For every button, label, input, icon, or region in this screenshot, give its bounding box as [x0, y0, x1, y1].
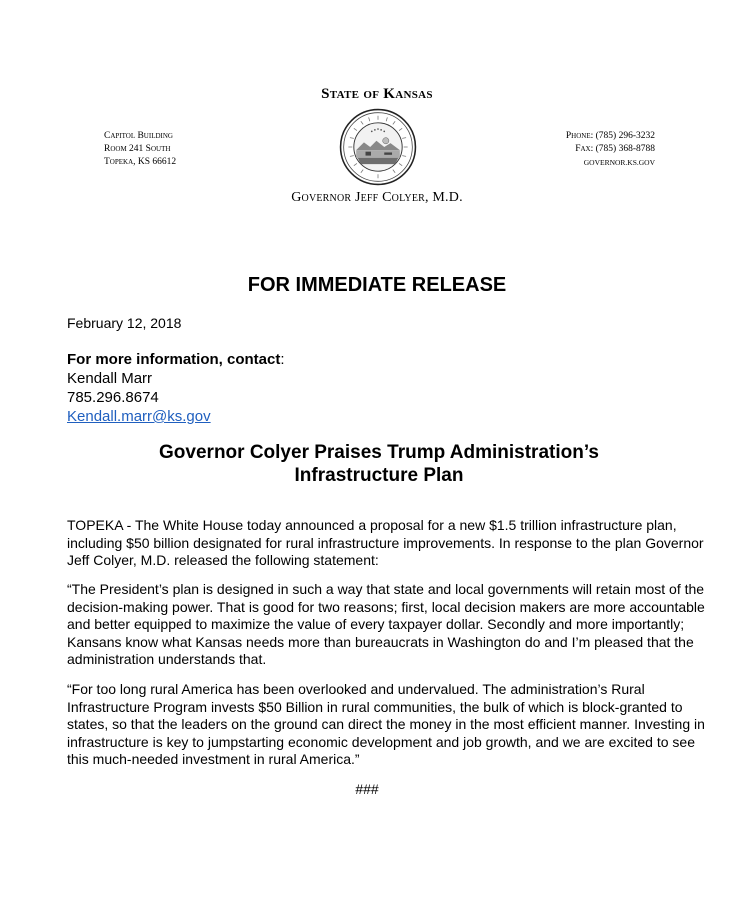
- body-paragraph-quote-2: “For too long rural America has been overlooked and undervalued. The administration’s Rural Infrastructure Program invests $50 Billion in rural communities, the bulk of which is block-granted to states, so that the leaders on the ground can direct the money in the most efficient manner. Investing in infrastructure is key to jumpstarting economic development and job growth, and we are excited to see this much-needed investment in rural America.”: [67, 681, 705, 767]
- office-phone: Phone: (785) 296-3232: [565, 131, 655, 141]
- body-paragraph-quote-1: “The President’s plan is designed in such a way that state and local governments will retain most of the decision-making power. That is good for two reasons; first, local decision makers are more accountable and better equipped to maximize the value of every taxpayer dollar. Secondly and more importantly; Kansans know what Kansas needs more than bureaucrats in Washington do and I’m pleased that the administration understands that.: [67, 581, 705, 667]
- release-heading: FOR IMMEDIATE RELEASE: [247, 274, 507, 296]
- governor-name: Governor Jeff Colyer, M.D.: [291, 190, 463, 205]
- address-line: Topeka, KS 66612: [104, 157, 177, 167]
- contact-name: Kendall Marr: [67, 370, 153, 387]
- office-fax: Fax: (785) 368-8788: [575, 144, 655, 154]
- address-line: Room 241 South: [104, 144, 171, 154]
- headline-line-1: Governor Colyer Praises Trump Administration’s: [159, 442, 599, 463]
- media-contact: [67, 350, 285, 426]
- contact-label-line: [67, 350, 285, 369]
- contact-phone: 785.296.8674: [67, 389, 159, 406]
- press-release-headline: [0, 441, 754, 487]
- office-address: [104, 130, 176, 169]
- office-website: GOVERNOR.KS.GOV: [583, 158, 655, 167]
- headline-line-2: Infrastructure Plan: [294, 465, 464, 486]
- address-line: Capitol Building: [104, 131, 173, 141]
- state-seal-icon: [339, 108, 417, 186]
- office-contact: [535, 130, 655, 169]
- end-of-release-mark: ###: [355, 781, 379, 797]
- release-date: February 12, 2018: [67, 315, 182, 331]
- body-paragraph-intro: TOPEKA - The White House today announced a proposal for a new $1.5 trillion infrastructure plan, including $50 billion designated for rural infrastructure improvements. In response to the plan Governor Jeff Colyer, M.D. released the following statement:: [67, 517, 704, 568]
- contact-label-colon: :: [280, 351, 285, 368]
- state-title: State of Kansas: [321, 86, 433, 102]
- contact-label: For more information, contact: [67, 351, 281, 368]
- contact-email-link[interactable]: Kendall.marr@ks.gov: [67, 408, 211, 425]
